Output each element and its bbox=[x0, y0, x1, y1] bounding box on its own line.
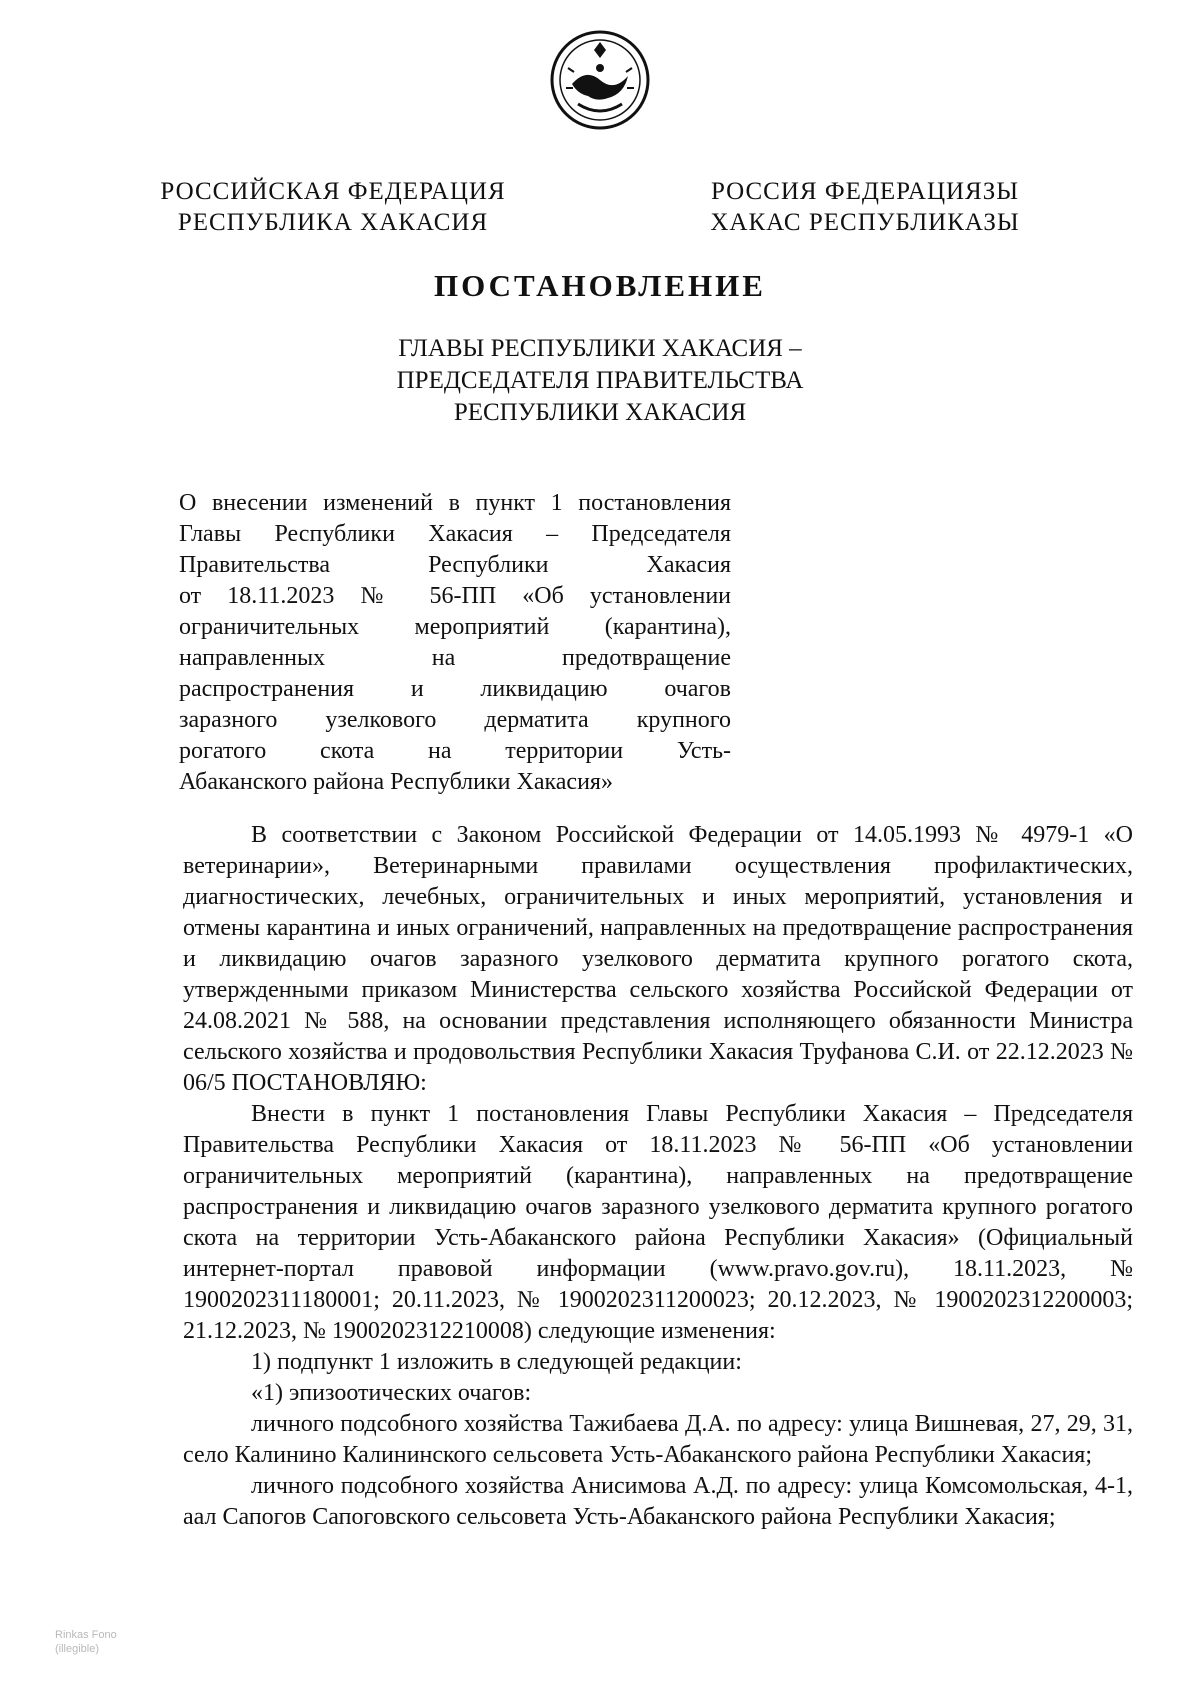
body-paragraph: 1) подпункт 1 изложить в следующей редакции: bbox=[251, 1349, 742, 1375]
document-title: ПОСТАНОВЛЕНИЕ bbox=[434, 268, 766, 303]
subject-block bbox=[179, 488, 731, 798]
header-left-line-2: РЕСПУБЛИКА ХАКАСИЯ bbox=[177, 209, 489, 236]
subject-line: Правительства Республики Хакасия bbox=[179, 552, 731, 578]
scan-stamp-line-2: (illegible) bbox=[55, 1643, 100, 1655]
subject-line: рогатого скота на территории Усть- bbox=[179, 738, 731, 764]
subject-line: Абаканского района Республики Хакасия» bbox=[179, 769, 613, 795]
issuer-line-3: РЕСПУБЛИКИ ХАКАСИЯ bbox=[453, 399, 747, 426]
scan-stamp-line-1: Rinkas Fono bbox=[55, 1629, 117, 1641]
body-paragraph: личного подсобного хозяйства Тажибаева Д.А. по адресу: улица Вишневая, 27, 29, 31, село Калинино Калининского сельсовета Усть-Абаканского района Республики Хакасия; bbox=[183, 1411, 1133, 1468]
header-left bbox=[158, 176, 508, 238]
body-paragraph: В соответствии с Законом Российской Федерации от 14.05.1993 № 4979-1 «О ветеринарии», Ветеринарными правилами осуществления профилактических, диагностических, лечебных, ограничительных и иных мероприятий, установления и отмены карантина и иных ограничений, направленных на предотвращение распространения и ликвидацию очагов заразного узелкового дерматита крупного рогатого скота, утвержденными приказом Министерства сельского хозяйства Российской Федерации от 24.08.2021 № 588, на основании представления исполняющего обязанности Министра сельского хозяйства и продовольствия Республики Хакасия Труфанова С.И. от 22.12.2023 № 06/5 ПОСТАНОВЛЯЮ: bbox=[183, 822, 1133, 1096]
header-left-line-1: РОССИЙСКАЯ ФЕДЕРАЦИЯ bbox=[160, 178, 506, 205]
header-right-line-2: ХАКАС РЕСПУБЛИКАЗЫ bbox=[710, 209, 1020, 236]
subject-line: Главы Республики Хакасия – Председателя bbox=[179, 521, 731, 547]
body-paragraph: «1) эпизоотических очагов: bbox=[251, 1380, 532, 1406]
body-paragraph: Внести в пункт 1 постановления Главы Республики Хакасия – Председателя Правительства Республики Хакасия от 18.11.2023 № 56-ПП «Об установлении ограничительных мероприятий (карантина), направленных на предотвращение распространения и ликвидацию очагов заразного узелкового дерматита крупного рогатого скота на территории Усть-Абаканского района Республики Хакасия» (Официальный интернет-портал правовой информации (www.pravo.gov.ru), 18.11.2023, № 1900202311180001; 20.11.2023, № 1900202311200023; 20.12.2023, № 1900202312200003; 21.12.2023, № 1900202312210008) следующие изменения: bbox=[183, 1101, 1133, 1344]
header-right bbox=[705, 176, 1025, 238]
subject-line: заразного узелкового дерматита крупного bbox=[179, 707, 731, 733]
scan-stamp bbox=[55, 1628, 117, 1656]
issuer-block bbox=[300, 333, 900, 429]
issuer-line-2: ПРЕДСЕДАТЕЛЯ ПРАВИТЕЛЬСТВА bbox=[396, 367, 804, 394]
coat-of-arms-icon bbox=[548, 28, 652, 132]
subject-line: от 18.11.2023 № 56-ПП «Об установлении bbox=[179, 583, 731, 609]
body-paragraph: личного подсобного хозяйства Анисимова А.Д. по адресу: улица Комсомольская, 4-1, аал Сапогов Сапоговского сельсовета Усть-Абаканского района Республики Хакасия; bbox=[183, 1473, 1133, 1530]
subject-line: ограничительных мероприятий (карантина), bbox=[179, 614, 731, 640]
issuer-line-1: ГЛАВЫ РЕСПУБЛИКИ ХАКАСИЯ – bbox=[398, 335, 802, 362]
subject-line: распространения и ликвидацию очагов bbox=[179, 676, 731, 702]
subject-line: О внесении изменений в пункт 1 постановления bbox=[179, 490, 731, 516]
header-right-line-1: РОССИЯ ФЕДЕРАЦИЯЗЫ bbox=[710, 178, 1020, 205]
document-body bbox=[183, 820, 1133, 1533]
subject-line: направленных на предотвращение bbox=[179, 645, 731, 671]
